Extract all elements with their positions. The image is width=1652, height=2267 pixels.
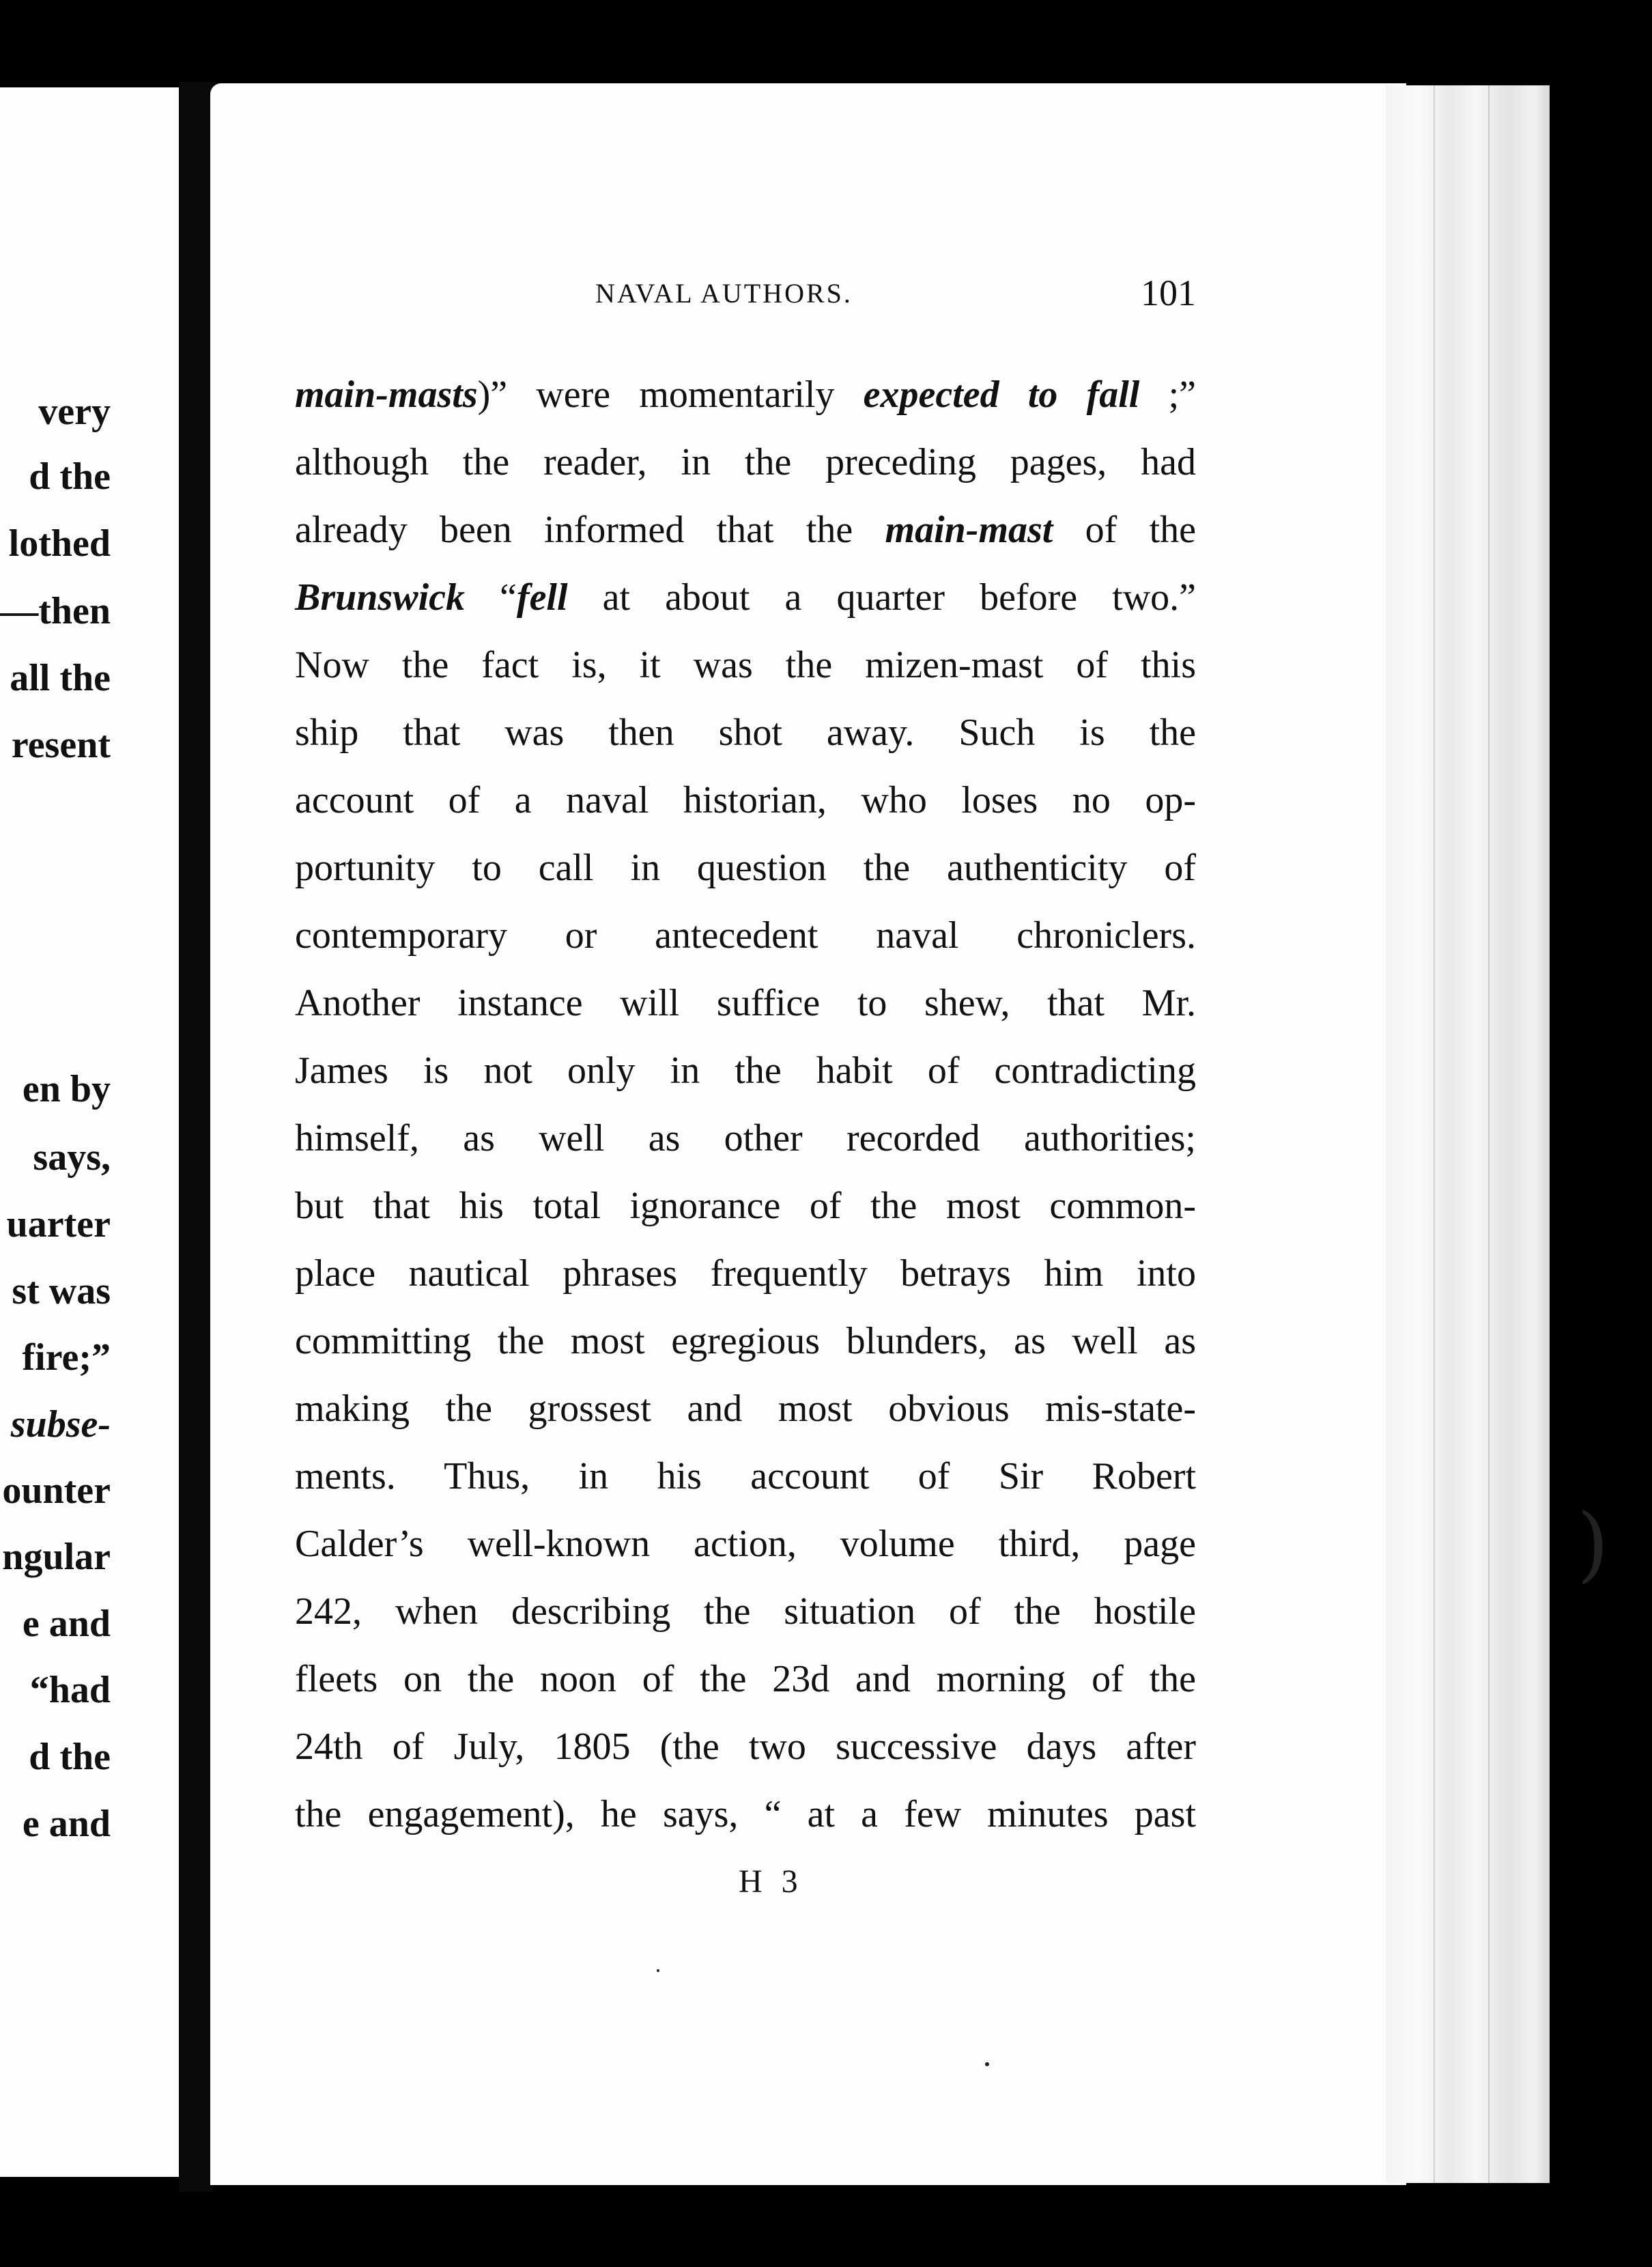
text-span: contemporary or antecedent naval chroniclers. [295, 914, 1196, 957]
left-page-text-fragment: ngular [2, 1536, 111, 1578]
text-span: ments. Thus, in his account of Sir Robert [295, 1455, 1196, 1497]
left-page-text-fragment: d the [29, 1736, 111, 1778]
text-span: although the reader, in the preceding pages, had [295, 441, 1196, 483]
text-line [295, 778, 1196, 846]
text-line [295, 1319, 1196, 1387]
text-span: fleets on the noon of the 23d and morning of the [295, 1658, 1196, 1700]
text-span: James is not only in the habit of contradicting [295, 1050, 1196, 1092]
text-span: of the [1053, 509, 1196, 551]
page-edges [1386, 85, 1550, 2183]
text-line [295, 1522, 1196, 1590]
left-page-text-fragment: uarter [6, 1203, 111, 1245]
ink-speck [985, 2062, 989, 2066]
left-page-text-fragment: fire;” [22, 1336, 111, 1379]
left-page-text-fragment: very [38, 391, 111, 433]
text-span: but that his total ignorance of the most common- [295, 1185, 1196, 1227]
text-line [295, 1116, 1196, 1184]
left-page-text-fragment: e and [22, 1603, 111, 1645]
text-span: at about a quarter before two.” [567, 576, 1196, 619]
text-span: portunity to call in question the authenticity of [295, 847, 1196, 889]
text-span: ;” [1139, 374, 1196, 416]
text-line [295, 1454, 1196, 1522]
text-line [295, 1387, 1196, 1454]
text-span: 24th of July, 1805 (the two successive days after [295, 1726, 1196, 1768]
text-line [295, 643, 1196, 711]
left-page-text-fragment: d the [29, 455, 111, 498]
italic-text: main-mast [885, 509, 1053, 551]
text-line [295, 576, 1196, 643]
text-span: 242, when describing the situation of the hostile [295, 1590, 1196, 1633]
text-span: Now the fact is, it was the mizen-mast of this [295, 644, 1196, 686]
text-span: himself, as well as other recorded authorities; [295, 1117, 1196, 1159]
text-line [295, 1590, 1196, 1657]
text-line [295, 914, 1196, 981]
text-span: already been informed that the [295, 509, 885, 551]
left-page-text-fragment: resent [11, 724, 111, 766]
text-line [295, 846, 1196, 914]
left-page-text-fragment: e and [22, 1803, 111, 1845]
text-span: account of a naval historian, who loses no op- [295, 779, 1196, 821]
italic-text: expected to fall [863, 374, 1140, 416]
left-page-text-fragment: en by [22, 1068, 111, 1110]
left-page-text-fragment: all the [10, 657, 111, 699]
left-page-text-fragment: ounter [2, 1469, 111, 1512]
text-line [295, 1049, 1196, 1116]
text-line [295, 711, 1196, 778]
text-span: )” were momentarily [477, 374, 864, 416]
text-line [295, 1184, 1196, 1252]
running-head-title: NAVAL AUTHORS. [595, 278, 853, 309]
text-span: making the grossest and most obvious mis-state- [295, 1388, 1196, 1430]
page-number: 101 [1141, 272, 1196, 313]
text-line [295, 508, 1196, 576]
book-gutter [179, 82, 213, 2192]
text-line [295, 373, 1196, 440]
italic-text: main-masts [295, 374, 478, 416]
text-span: ship that was then shot away. Such is the [295, 712, 1196, 754]
text-span: “ [465, 576, 517, 619]
left-page-text-fragment: says, [33, 1136, 111, 1179]
left-page-text-fragment: —then [0, 590, 111, 632]
text-line [295, 440, 1196, 508]
left-page-text-fragment: subse- [10, 1403, 111, 1446]
body-text [295, 373, 1196, 1860]
italic-text: fell [516, 576, 568, 619]
ink-speck [657, 1969, 659, 1972]
left-page-text-fragment: “had [29, 1669, 111, 1711]
text-line [295, 1792, 1196, 1860]
text-span: committing the most egregious blunders, as well as [295, 1320, 1196, 1362]
italic-text: Brunswick [295, 576, 465, 619]
left-page-fragment [0, 87, 197, 2177]
signature-mark: H 3 [739, 1863, 803, 1900]
left-page-text-fragment: st was [12, 1270, 111, 1312]
text-line [295, 1657, 1196, 1725]
text-line [295, 1725, 1196, 1792]
text-span: Calder’s well-known action, volume third, page [295, 1523, 1196, 1565]
text-span: Another instance will suffice to shew, that Mr. [295, 982, 1196, 1024]
text-line [295, 981, 1196, 1049]
text-span: the engagement), he says, “ at a few minutes past [295, 1793, 1196, 1835]
text-line [295, 1252, 1196, 1319]
left-page-text-fragment: lothed [8, 522, 111, 565]
edge-mark: ) [1577, 1497, 1609, 1592]
text-span: place nautical phrases frequently betrays him into [295, 1252, 1196, 1295]
running-head [295, 272, 1196, 320]
